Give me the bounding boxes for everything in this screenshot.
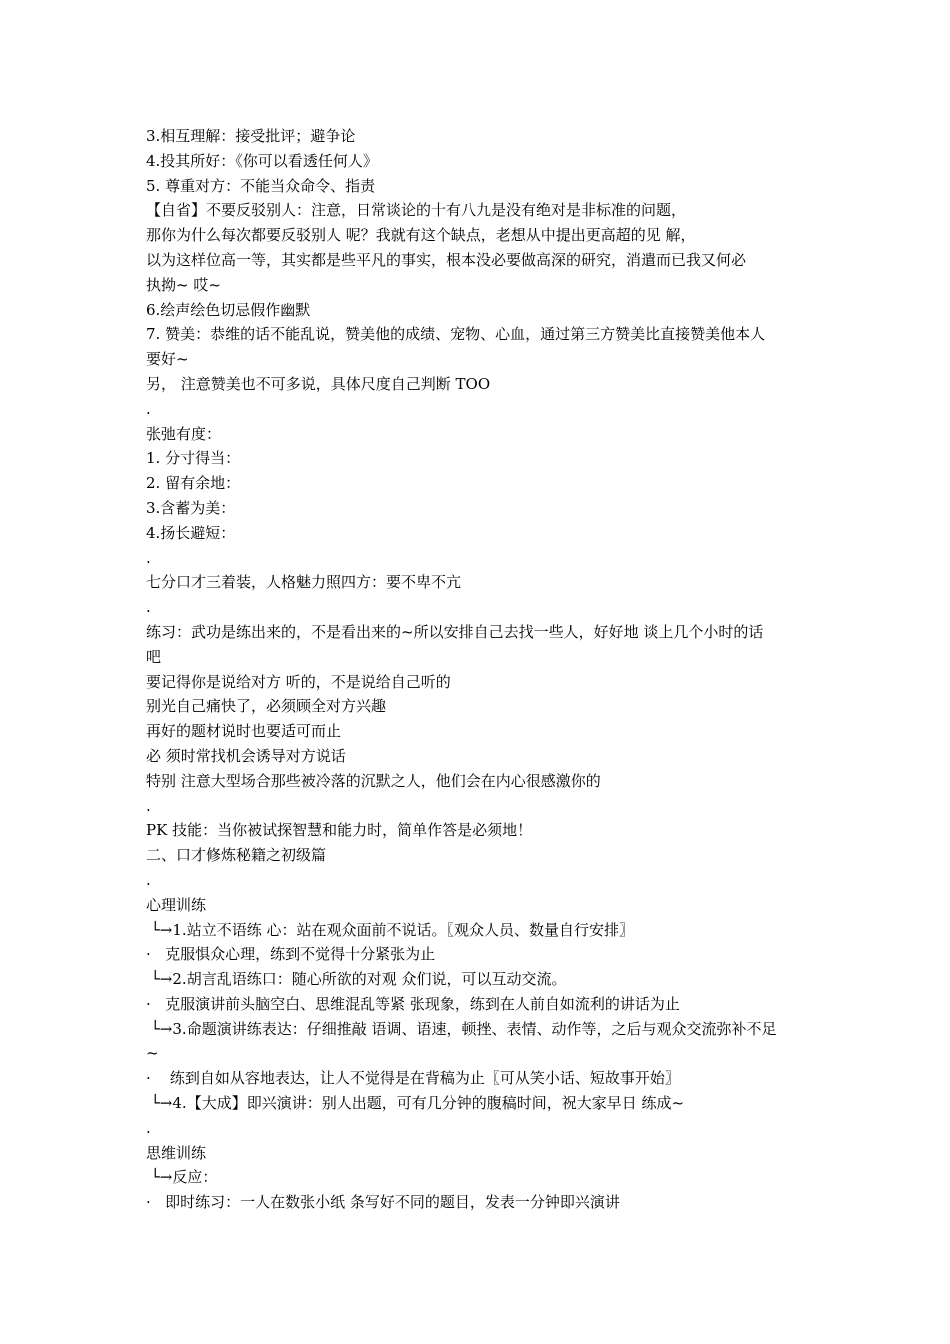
text-line: ~ (146, 1044, 159, 1063)
bullet-item: · 练到自如从容地表达，让人不觉得是在背稿为止〖可从笑小话、短故事开始〗 (146, 1069, 680, 1088)
bullet-item: · 克服惧众心理，练到不觉得十分紧张为止 (146, 945, 436, 964)
section-heading: 二、口才修炼秘籍之初级篇 (146, 846, 327, 865)
text-line: 那你为什么每次都要反驳别人 呢？我就有这个缺点，老想从中提出更高超的见 解， (146, 226, 696, 245)
bullet-item: · 克服演讲前头脑空白、思维混乱等紧 张现象，练到在人前自如流利的讲话为止 (146, 994, 680, 1013)
tree-item: └→2.胡言乱语练口：随心所欲的对观 众们说，可以互动交流。 (146, 970, 567, 989)
text-line: 要好~ (146, 350, 189, 369)
text-line: 要记得你是说给对方 听的，不是说给自己听的 (146, 672, 451, 691)
text-line: 七分口才三着装，人格魅力照四方：要不卑不亢 (146, 573, 462, 592)
bullet-item: · 即时练习：一人在数张小纸 条写好不同的题目，发表一分钟即兴演讲 (146, 1193, 620, 1212)
separator-dot: . (146, 399, 151, 418)
text-line: 4.投其所好：《你可以看透任何人》 (146, 151, 378, 170)
text-line: 【自省】不要反驳别人：注意，日常谈论的十有八九是没有绝对是非标准的问题， (146, 201, 687, 220)
document-body (146, 124, 818, 1215)
tree-item: └→反应： (146, 1168, 218, 1187)
separator-dot: . (146, 1118, 151, 1137)
section-heading: 思维训练 (146, 1143, 207, 1162)
text-line: 再好的题材说时也要适可而止 (146, 722, 342, 741)
text-line: 3.含蓄为美： (146, 498, 236, 517)
tree-item: └→1.站立不语练 心：站在观众面前不说话。〖观众人员、数量自行安排〗 (146, 920, 634, 939)
text-line: 练习：武功是练出来的，不是看出来的~所以安排自己去找一些人，好好地 谈上几个小时的话 (146, 622, 764, 641)
text-line: 另， 注意赞美也不可多说，具体尺度自己判断 TOO (146, 374, 491, 393)
section-heading: 心理训练 (146, 895, 207, 914)
section-heading: 张弛有度： (146, 424, 222, 443)
text-line: 别光自己痛快了，必须顾全对方兴趣 (146, 697, 387, 716)
text-line: 以为这样位高一等，其实都是些平凡的事实，根本没必要做高深的研究，消遣而已我又何必 (146, 250, 747, 269)
text-line: 必 须时常找机会诱导对方说话 (146, 746, 346, 765)
text-line: 5. 尊重对方：不能当众命令、指责 (146, 176, 376, 195)
text-line: 6.绘声绘色切忌假作幽默 (146, 300, 311, 319)
text-line: 吧 (146, 647, 162, 666)
separator-dot: . (146, 796, 151, 815)
tree-item: └→4.【大成】即兴演讲：别人出题，可有几分钟的腹稿时间，祝大家早日 练成~ (146, 1094, 685, 1113)
separator-dot: . (146, 548, 151, 567)
separator-dot: . (146, 598, 151, 617)
text-line: 3.相互理解：接受批评；避争论 (146, 127, 356, 145)
text-line: 1. 分寸得当： (146, 449, 241, 468)
text-line: PK 技能：当你被试探智慧和能力时，简单作答是必须地！ (146, 821, 533, 840)
text-line: 执拗~ 哎~ (146, 275, 221, 294)
tree-item: └→3.命题演讲练表达：仔细推敲 语调、语速，顿挫、表情、动作等，之后与观众交流弥补不足 (146, 1019, 777, 1038)
separator-dot: . (146, 870, 151, 889)
text-line: 2. 留有余地： (146, 474, 241, 493)
text-line: 特别 注意大型场合那些被冷落的沉默之人，他们会在内心很感激你的 (146, 771, 601, 790)
text-line: 4.扬长避短： (146, 523, 236, 542)
text-line: 7. 赞美：恭维的话不能乱说，赞美他的成绩、宠物、心血，通过第三方赞美比直接赞美他本人 (146, 325, 766, 344)
